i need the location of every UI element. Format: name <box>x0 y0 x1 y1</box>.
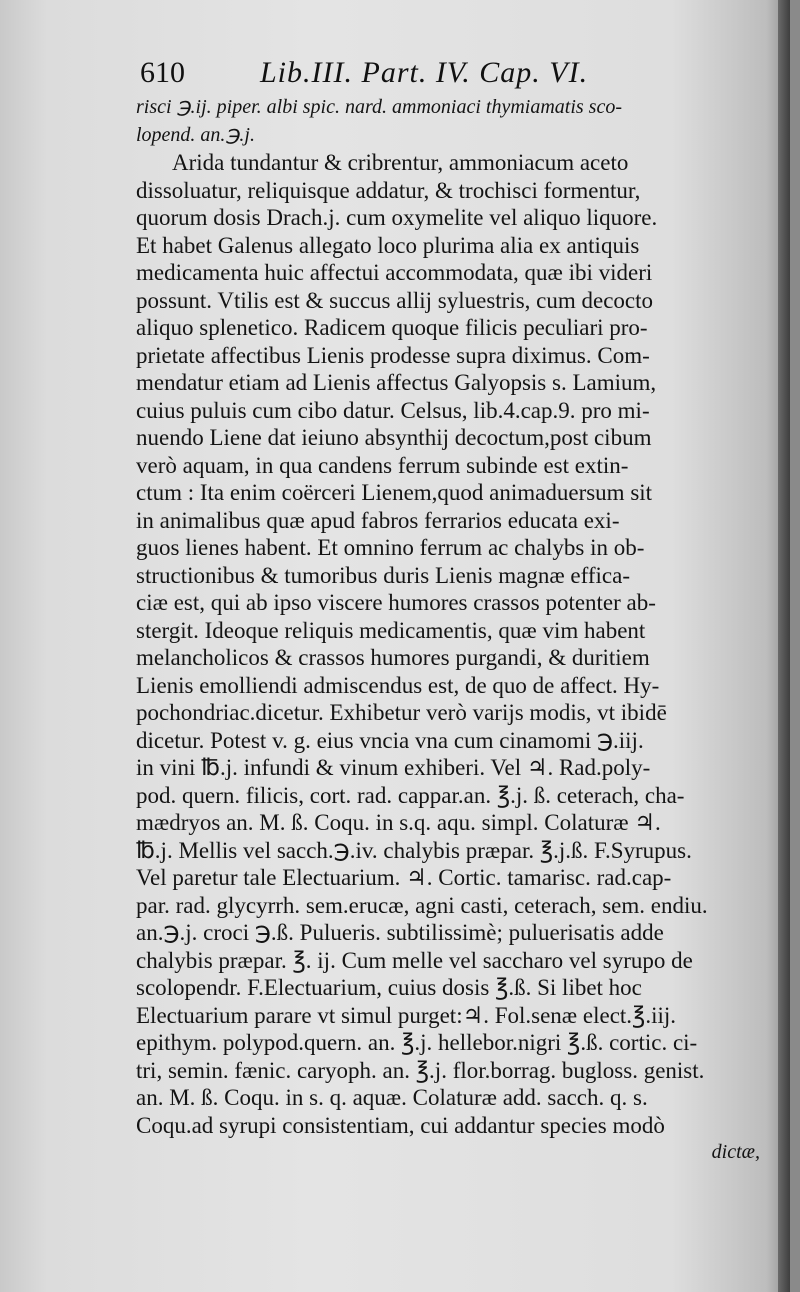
text-line: pod. quern. filicis, cort. rad. cappar.an. ℥.j. ß. ceterach, cha- <box>136 782 685 808</box>
text-line: pochondriac.dicetur. Exhibetur verò varijs modis, vt ibidē <box>136 700 667 725</box>
text-line: an. M. ß. Coqu. in s. q. aquæ. Colaturæ add. sacch. q. s. <box>136 1085 648 1110</box>
catchword: dictæ, <box>711 1141 760 1163</box>
text-line: aliquo splenetico. Radicem quoque filicis peculiari pro- <box>136 315 648 340</box>
text-line: chalybis præpar. ℥. ij. Cum melle vel saccharo vel syrupo de <box>136 947 693 973</box>
running-head: Lib.III. Part. IV. Cap. VI. <box>260 56 589 89</box>
text-line: Coqu.ad syrupi consistentiam, cui addantur species modò <box>136 1112 665 1138</box>
text-line: guos lienes habent. Et omnino ferrum ac chalybs in ob- <box>136 535 645 560</box>
text-line: verò aquam, in qua candens ferrum subinde est extin- <box>136 452 629 478</box>
text-line: Arida tundantur & cribrentur, ammoniacum aceto <box>172 150 629 175</box>
text-line: prietate affectibus Lienis prodesse supra diximus. Com- <box>136 342 650 368</box>
text-line: scolopendr. F.Electuarium, cuius dosis ℥.ß. Si libet hoc <box>136 975 642 1000</box>
text-line: an.℈.j. croci ℈.ß. Pulueris. subtilissimè; puluerisatis adde <box>136 920 664 945</box>
text-line: in vini ℔.j. infundi & vinum exhiberi. Vel ♃. Rad.poly- <box>136 755 651 780</box>
text-line: mædryos an. M. ß. Coqu. in s.q. aqu. simpl. Colaturæ ♃. <box>136 810 661 835</box>
text-body <box>136 94 766 1167</box>
text-line: tri, semin. fænic. caryoph. an. ℥.j. flor.borrag. bugloss. genist. <box>136 1057 705 1083</box>
text-line: lopend. an.℈.j. <box>136 123 255 146</box>
page-gutter-shadow <box>778 0 790 1292</box>
text-line: par. rad. glycyrrh. sem.erucæ, agni casti, ceterach, sem. endiu. <box>136 892 708 918</box>
text-line: mendatur etiam ad Lienis affectus Galyopsis s. Lamium, <box>136 370 657 395</box>
text-line: ctum : Ita enim coërceri Lienem,quod animaduersum sit <box>136 480 653 505</box>
text-line: Vel paretur tale Electuarium. ♃. Cortic. tamarisc. rad.cap- <box>136 865 672 890</box>
text-line: ciæ est, qui ab ipso viscere humores crassos potenter ab- <box>136 590 656 615</box>
text-line: in animalibus quæ apud fabros ferrarios educata exi- <box>136 507 620 533</box>
text-line: epithym. polypod.quern. an. ℥.j. hellebor.nigri ℥.ß. cortic. ci- <box>136 1030 698 1055</box>
text-line: cuius puluis cum cibo datur. Celsus, lib.4.cap.9. pro mi- <box>136 397 650 423</box>
text-line: Lienis emolliendi admiscendus est, de quo de affect. Hy- <box>136 672 660 698</box>
text-line: melancholicos & crassos humores purgandi, & duritiem <box>136 645 650 670</box>
text-line: risci ℈.ij. piper. albi spic. nard. ammoniaci thymiamatis sco- <box>136 96 622 118</box>
text-line: quorum dosis Drach.j. cum oxymelite vel aliquo liquore. <box>136 205 658 230</box>
text-line: structionibus & tumoribus duris Lienis magnæ effica- <box>136 562 631 588</box>
text-line: dissoluatur, reliquisque addatur, & trochisci formentur, <box>136 177 641 203</box>
text-line: dicetur. Potest v. g. eius vncia vna cum cinamomi ℈.iij. <box>136 727 644 753</box>
text-line: nuendo Liene dat ieiuno absynthij decoctum,post cibum <box>136 425 652 450</box>
page-header <box>140 56 780 92</box>
page-number: 610 <box>140 56 185 89</box>
text-line: possunt. Vtilis est & succus allij syluestris, cum decocto <box>136 287 654 313</box>
text-line: medicamenta huic affectui accommodata, quæ ibi videri <box>136 260 653 285</box>
text-line: stergit. Ideoque reliquis medicamentis, quæ vim habent <box>136 617 646 643</box>
text-line: Et habet Galenus allegato loco plurima alia ex antiquis <box>136 232 640 258</box>
text-line: Electuarium parare vt simul purget:♃. Fol.senæ elect.℥.iij. <box>136 1002 676 1028</box>
text-line: ℔.j. Mellis vel sacch.℈.iv. chalybis præpar. ℥.j.ß. F.Syrupus. <box>136 837 692 863</box>
